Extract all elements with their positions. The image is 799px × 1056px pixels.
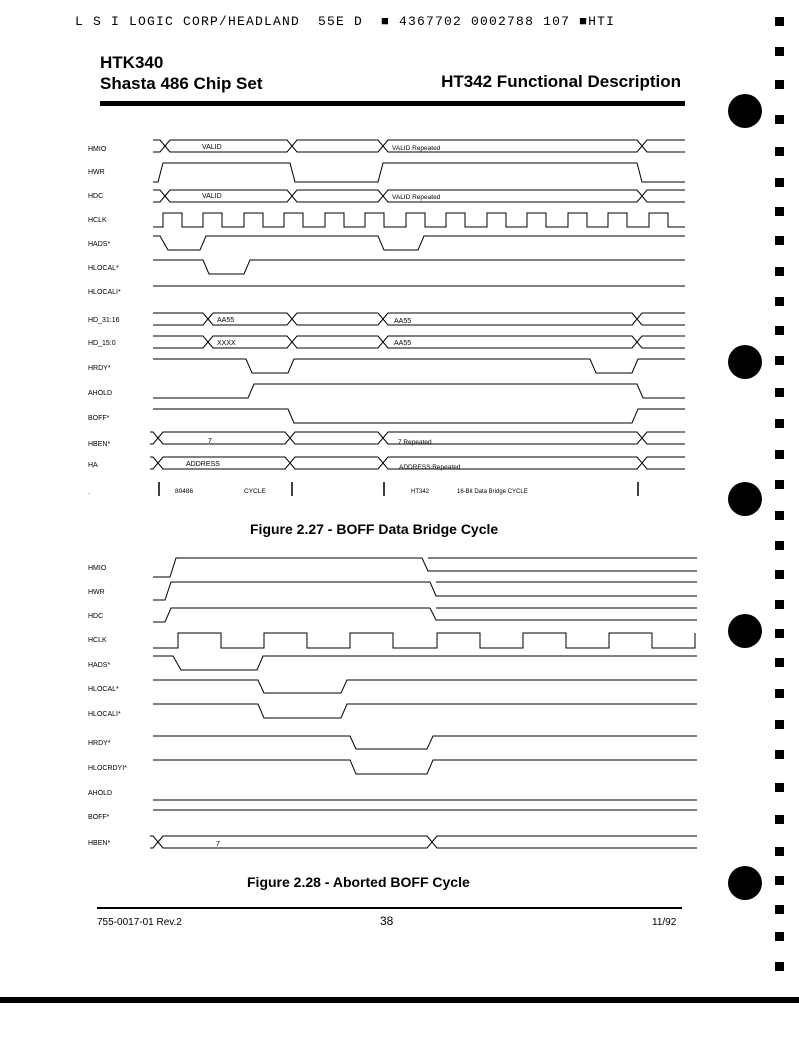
signal-name: HBEN* — [88, 840, 111, 847]
margin-mark — [775, 629, 784, 638]
signal-name: HWR — [88, 169, 105, 176]
margin-mark — [775, 178, 784, 187]
margin-mark — [775, 480, 784, 489]
binder-hole — [728, 482, 762, 516]
waveform2-hads — [153, 656, 697, 670]
page-number: 38 — [380, 914, 394, 928]
waveform-hwr — [153, 163, 685, 182]
margin-mark — [775, 388, 784, 397]
margin-mark — [775, 847, 784, 856]
waveform2-hben — [150, 836, 697, 848]
scan-banner: L S I LOGIC CORP/HEADLAND 55E D ■ 4367702 0002788 107 ■HTI — [75, 14, 616, 29]
cycle-label: HT342 — [411, 489, 430, 495]
bus-label: 7 — [208, 438, 212, 445]
waveform2-hlocal — [153, 680, 697, 693]
margin-mark — [775, 236, 784, 245]
waveform-hclk — [153, 213, 685, 227]
doc-date: 11/92 — [652, 917, 677, 928]
waveform-hlocal — [153, 260, 685, 274]
binder-hole — [728, 614, 762, 648]
margin-mark — [775, 80, 784, 89]
signal-name: HDC — [88, 193, 104, 200]
bus-label: 7 Repeated — [398, 439, 432, 446]
cycle-label: CYCLE — [244, 488, 266, 495]
bus-label: 7 — [216, 841, 220, 848]
signal-name: HRDY* — [88, 365, 111, 372]
waveform2-hrdy — [153, 736, 697, 749]
bus-label: AA55 — [217, 317, 235, 324]
binder-hole — [728, 866, 762, 900]
margin-mark — [775, 541, 784, 550]
margin-mark — [775, 570, 784, 579]
margin-mark — [775, 783, 784, 792]
margin-mark — [775, 297, 784, 306]
row-marker: . — [88, 489, 90, 496]
signal-name: HLOCRDYI* — [88, 765, 127, 772]
scan-bottom-bar — [0, 997, 799, 1003]
signal-name: HDC — [88, 613, 104, 620]
waveform2-hdc — [153, 608, 697, 622]
margin-mark — [775, 147, 784, 156]
signal-name: HD_31:16 — [88, 317, 120, 324]
signal-name: HADS* — [88, 241, 111, 248]
bus-label: AA55 — [394, 318, 412, 325]
margin-mark — [775, 815, 784, 824]
margin-mark — [775, 511, 784, 520]
binder-hole — [728, 94, 762, 128]
margin-mark — [775, 720, 784, 729]
margin-mark — [775, 326, 784, 335]
bus-label: AA55 — [394, 340, 412, 347]
figure-caption: Figure 2.28 - Aborted BOFF Cycle — [247, 874, 470, 890]
cycle-markers — [159, 482, 638, 496]
bus-label: ADDRESS Repeated — [399, 464, 461, 471]
margin-mark — [775, 905, 784, 914]
margin-mark — [775, 600, 784, 609]
margin-mark — [775, 450, 784, 459]
timing-diagram-aborted-boff — [88, 565, 127, 847]
bus-label: VALID Repeated — [392, 145, 441, 152]
margin-mark — [775, 689, 784, 698]
signal-name: BOFF* — [88, 814, 110, 821]
margin-mark — [775, 419, 784, 428]
signal-name: HCLK — [88, 637, 107, 644]
margin-mark — [775, 17, 784, 26]
margin-mark — [775, 267, 784, 276]
bus-label: VALID — [202, 144, 222, 151]
waveform2-hwr — [153, 582, 697, 600]
waveform-hads — [153, 236, 685, 250]
waveform-ahold — [153, 384, 685, 398]
bus-label: VALID Repeated — [392, 194, 441, 201]
waveform-boff — [153, 409, 685, 423]
margin-mark — [775, 356, 784, 365]
margin-mark — [775, 658, 784, 667]
margin-mark — [775, 207, 784, 216]
figure-caption: Figure 2.27 - BOFF Data Bridge Cycle — [250, 521, 499, 537]
signal-name: BOFF* — [88, 415, 110, 422]
cycle-label: 80486 — [175, 488, 194, 495]
signal-name: HA — [88, 462, 98, 469]
signal-name: HWR — [88, 589, 105, 596]
signal-name: HLOCALI* — [88, 289, 121, 296]
bus-label: XXXX — [217, 340, 236, 347]
signal-name: AHOLD — [88, 790, 113, 797]
waveform2-hmio — [153, 558, 697, 577]
margin-mark — [775, 876, 784, 885]
footer-rule — [97, 907, 682, 909]
margin-mark — [775, 750, 784, 759]
margin-mark — [775, 932, 784, 941]
signal-name: HLOCAL* — [88, 686, 119, 693]
waveform-hrdy — [153, 359, 685, 373]
signal-name: HBEN* — [88, 441, 111, 448]
bus-label: VALID — [202, 193, 222, 200]
cycle-label: 16-Bit Data Bridge CYCLE — [457, 489, 528, 495]
signal-name: HCLK — [88, 217, 107, 224]
signal-name: HRDY* — [88, 740, 111, 747]
doc-number: 755-0017-01 Rev.2 — [97, 917, 182, 928]
signal-name: HLOCAL* — [88, 265, 119, 272]
waveform2-hlocrdyi — [153, 760, 697, 774]
waveform2-hclk — [153, 633, 695, 648]
signal-name: HADS* — [88, 662, 111, 669]
waveform2-hlocali — [153, 704, 697, 718]
signal-name: HLOCALI* — [88, 711, 121, 718]
doc-subtitle: Shasta 486 Chip Set — [100, 74, 263, 93]
signal-name: HMIO — [88, 146, 107, 153]
signal-name: HMIO — [88, 565, 107, 572]
margin-mark — [775, 962, 784, 971]
margin-mark — [775, 115, 784, 124]
signal-name: AHOLD — [88, 390, 113, 397]
binder-hole — [728, 345, 762, 379]
doc-title: HTK340 — [100, 53, 164, 72]
section-title: HT342 Functional Description — [441, 72, 681, 91]
signal-name: HD_15:0 — [88, 340, 116, 347]
bus-label: ADDRESS — [186, 461, 220, 468]
margin-mark — [775, 47, 784, 56]
